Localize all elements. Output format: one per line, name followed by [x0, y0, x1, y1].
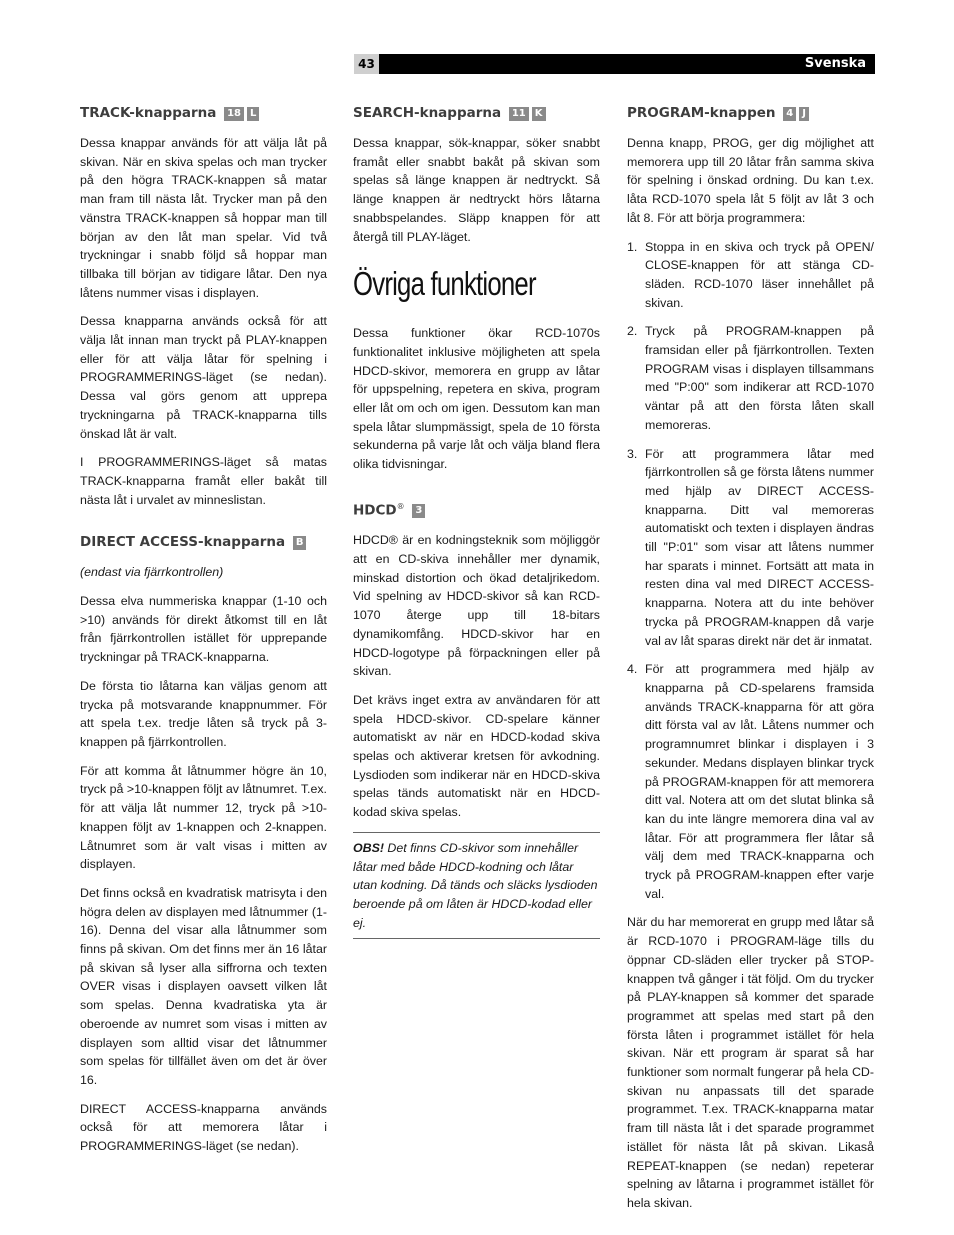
paragraph: De första tio låtarna kan väljas genom att trycka på motsvarande knappnummer. För att spela t.ex. tredje låten så tryck på 3-knappen på fjärrkontrollen.	[80, 678, 327, 749]
obs-note	[353, 832, 600, 940]
paragraph: HDCD® är en kodningsteknik som möjliggör att en CD-skiva innehåller mer dynamik, minskad distortion och ökad detaljrikedom. Vid spelning av HDCD-skivor så kan RCD-1070 återge upp till 18-bitars dynamikomfång. HDCD-skivor har en HDCD-logotype på förpackningen eller på skivan.	[353, 533, 600, 679]
list-item	[627, 322, 874, 434]
paragraph: I PROGRAMMERINGS-läget så matas TRACK-knapparna framåt eller bakåt till nästa låt i urvalet av minneslistan.	[80, 455, 327, 507]
step-number: 1.	[627, 239, 638, 254]
ref-badge: 11	[509, 107, 529, 121]
language-label: Svenska	[804, 56, 866, 71]
paragraph: Det finns också en kvadratisk matrisyta i den högra delen av displayen med låtnummer (1-16). Denna del visar alla låtnummer som finns på skivan. Om det finns mer än 16 låtar på skivan så lyser alla siffrorna och texten OVER visas i displayen oavsett vilken låt som spelas. Denna kvadratiska yta är oberoende av numret som visas i mitten av displayen som alltid visar det låtnummer som spelas för tillfället även om det är över 16.	[80, 885, 327, 1087]
paragraph: Denna knapp, PROG, ger dig möjlighet att memorera upp till 20 låtar från samma skiva för spelning i önskad ordning. Du kan t.ex. låta RCD-1070 spela låt 5 följt av låt 3 och låt 8. För att börja programmera:	[627, 136, 874, 225]
ref-badge: 18	[224, 107, 244, 121]
chapter-title: Övriga funktioner	[353, 265, 536, 303]
column-right	[627, 104, 874, 1223]
section-heading-hdcd	[353, 498, 600, 520]
registered-mark: ®	[396, 501, 405, 511]
paragraph: För att komma åt låtnummer högre än 10, tryck på >10-knappen följt av låtnumret. T.ex. för att välja låt nummer 12, tryck på >10-knappen följt av 1-knappen och 2-knappen. Låtnumret som är valt visas i mitten av displayen.	[80, 763, 327, 872]
column-left	[80, 104, 327, 1166]
paragraph: Det krävs inget extra av användaren för att spela HDCD-skivor. CD-spelare känner automatiskt av när en HDCD-kodad skiva spelas och aktiverar kretsen för avkodning. Lysdioden som indikerar när en HDCD-skiva spelas tänds automatiskt när en HDCD-kodad skiva spelas.	[353, 692, 600, 820]
heading-text: TRACK-knapparna	[80, 105, 217, 121]
heading-text: PROGRAM-knappen	[627, 105, 776, 121]
paragraph: När du har memorerat en grupp med låtar så är RCD-1070 i PROGRAM-läge tills du öppnar CD-släden eller trycker på STOP-knappen två gånger i tät följd. Om du trycker på PLAY-knappen så kommer det sparade programmet att spelas med start på den första låten i programmet istället för hela skivan. När ett program är sparat så har funktioner som normalt fungerar på hela CD-skivan nu anpassats till det sparade programmet. T.ex. TRACK-knapparna matar fram till nästa låt i det sparade programmet istället för nästa låt på skivan. Likaså REPEAT-knappen (se nedan) repeterar spelning av låtarna i programmet istället för hela skivan.	[627, 915, 874, 1210]
step-number: 2.	[627, 324, 638, 339]
ref-badge: K	[532, 107, 546, 121]
paragraph: Dessa knappar används för att välja låt på skivan. När en skiva spelas och man trycker på den högra TRACK-knappen så matar man fram till nästa låt. Trycker man på den vänstra TRACK-knappen så hoppar man till början av den låt man spelar. Vid två tryckningar i snabb följd så hoppar man tillbaka till början av tidigare låtar. Den nya låtens nummer visas i displayen.	[80, 136, 327, 300]
section-heading-track	[80, 104, 327, 122]
step-text: Tryck på PROGRAM-knappen på framsidan eller på fjärrkontrollen. Texten PROGRAM visas i displayen tillsammans med "P:00" som indikerar att RCD-1070 väntar på att den första låten skall memoreras.	[645, 324, 874, 432]
step-text: Stoppa in en skiva och tryck på OPEN/ CLOSE-knappen för att stänga CD-släden. RCD-1070 läser innehållet på skivan.	[645, 239, 874, 310]
step-number: 3.	[627, 446, 638, 461]
step-text: För att programmera med hjälp av knapparna på CD-spelarens framsida används TRACK-knapparna för att göra ditt första val av låt. Låtens nummer och programnumret blinkar i displayen i 3 sekunder. Medans displayen blinkar tryck på PROGRAM-knappen för att memorera ditt val. Notera att om det slutat blinka så kan du inte längre memorera dina val av låtar. För att programmera fler låtar så välj dem med TRACK-knapparna och tryck på PROGRAM-knappen efter varje val.	[645, 662, 874, 901]
step-text: För att programmera låtar med fjärrkontrollen så ge första låtens nummer med hjälp av DIRECT ACCESS-knapparna. Ditt val memoreras automatiskt och texten i displayen ändras till "P:01" som visar att låtens nummer har sparats i minnet. Fortsätt att mata in resten dina val med DIRECT ACCESS-knapparna. Notera att du inte behöver trycka på PROGRAM-knappen då varje val av låt sparas direkt när det är inmatat.	[645, 446, 874, 648]
header-bar	[354, 54, 875, 74]
heading-text: HDCD	[353, 502, 397, 519]
ref-badge: 3	[412, 504, 425, 518]
step-number: 4.	[627, 662, 638, 677]
heading-text: DIRECT ACCESS-knapparna	[80, 534, 286, 551]
remote-only-note: (endast via fjärrkontrollen)	[80, 565, 224, 580]
list-item	[627, 445, 874, 651]
column-middle	[353, 104, 600, 939]
section-heading-program	[627, 104, 874, 122]
obs-text: Det finns CD-skivor som innehåller låtar med både HDCD-kodning och låtar utan kodning. Då tänds och släcks lysdioden beroende på om låten är HDCD-kodad eller ej.	[353, 840, 598, 930]
ref-badge: 4	[783, 107, 796, 121]
list-item	[627, 660, 874, 903]
paragraph: Dessa elva nummeriska knappar (1-10 och >10) används för direkt åtkomst till en låt från fjärrkontrollen istället för upprepande tryckningar på TRACK-knapparna.	[80, 594, 327, 665]
paragraph: DIRECT ACCESS-knapparna används också för att memorera låtar i PROGRAMMERINGS-läget (se nedan).	[80, 1101, 327, 1154]
paragraph: Dessa knapparna används också för att välja låt innan man tryckt på PLAY-knappen eller för att välja låtar för spelning i PROGRAMMERINGS-läget (se nedan). Dessa val görs genom att upprepa tryckningarna på TRACK-knapparna tills önskad låt är valt.	[80, 314, 327, 441]
heading-text: SEARCH-knapparna	[353, 105, 502, 121]
ref-badge: J	[799, 107, 809, 121]
program-steps	[627, 238, 874, 904]
page-number: 43	[354, 54, 379, 74]
obs-label: OBS!	[353, 840, 384, 855]
paragraph: Dessa funktioner ökar RCD-1070s funktionalitet inklusive möjligheten att spela HDCD-skivor, memorera en grupp av låtar för uppspelning, repetera en skiva, program eller låt om och om igen. Dessutom kan man spela låtar slumpmässigt, spela de 10 första sekunderna på varje låt och välja bland flera olika tidvisningar.	[353, 326, 600, 472]
ref-badge: B	[293, 536, 307, 550]
section-heading-search	[353, 104, 600, 122]
paragraph: Dessa knappar, sök-knappar, söker snabbt framåt eller snabbt bakåt på skivan som spelas så länge knappen är nedtryckt. Så länge knappen är nedtryckt hörs låtarna snabbspelandes. Släpp knappen för att återgå till PLAY-läget.	[353, 136, 600, 244]
section-heading-direct-access	[80, 533, 327, 551]
ref-badge: L	[247, 107, 259, 121]
list-item	[627, 238, 874, 313]
